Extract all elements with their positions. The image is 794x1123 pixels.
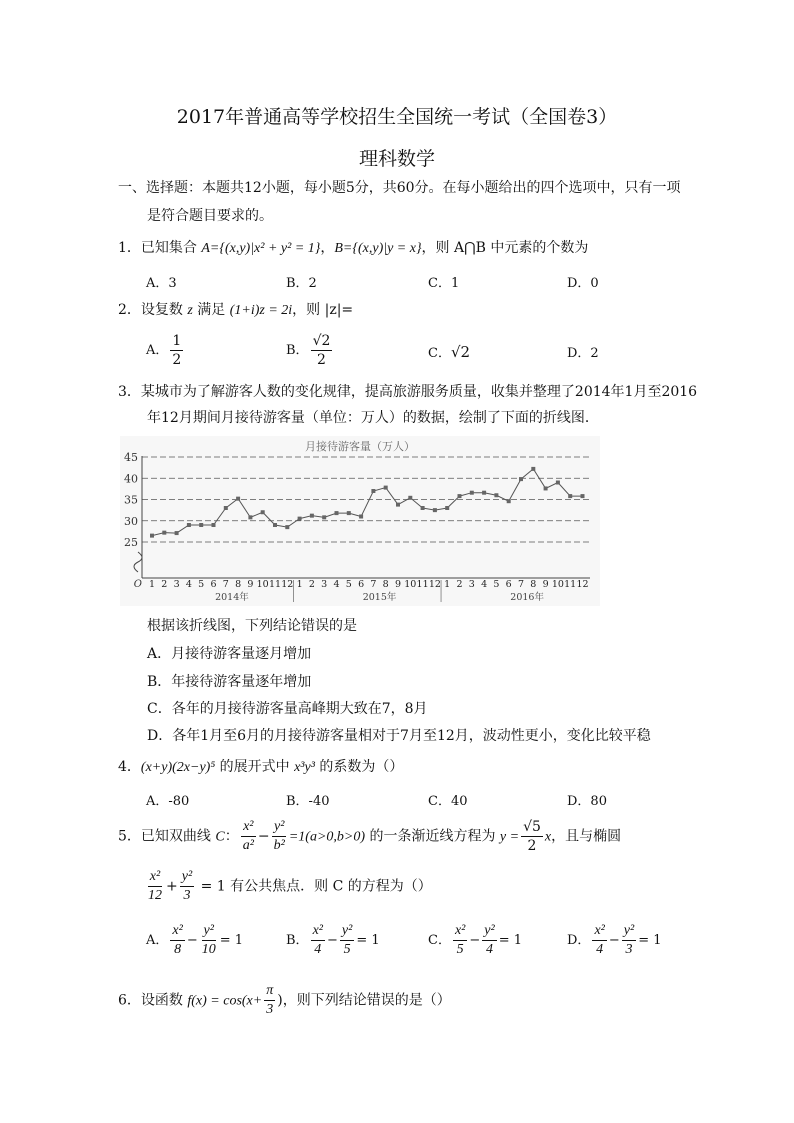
data-point (445, 506, 449, 510)
q2-equation: (1+i)z = 2i (229, 303, 293, 318)
data-point (458, 494, 462, 498)
q5-hyperbola-x-fraction (241, 818, 256, 855)
option-y-fraction (482, 922, 496, 959)
data-point (507, 499, 511, 503)
data-point (433, 508, 437, 512)
fraction-numerator: y² (482, 922, 496, 941)
q4-text-2: 的展开式中 (215, 759, 295, 775)
fraction-denominator: 4 (314, 942, 322, 957)
fraction-numerator: x² (241, 818, 255, 837)
fraction-numerator: √5 (523, 819, 541, 835)
x-tick-label: 7 (517, 579, 525, 590)
q5-minus: − (257, 828, 270, 845)
q4-option-c[interactable]: C．40 (428, 794, 468, 809)
x-tick-label: 3 (321, 579, 328, 590)
q6-pi-fraction (264, 982, 275, 1019)
equals-one: = 1 (498, 933, 522, 948)
q3-option-b[interactable]: B．年接待游客量逐年增加 (147, 674, 312, 690)
q1-option-c[interactable]: C．1 (428, 276, 460, 291)
data-point (310, 514, 314, 518)
q1-set-a: A={(x,y)|x² + y² = 1} (201, 241, 321, 256)
q2-option-d[interactable]: D．2 (567, 346, 599, 361)
x-tick-label: 9 (542, 579, 549, 590)
q5-asymptote-x: x (544, 829, 552, 845)
fraction-denominator: 2 (527, 838, 537, 854)
q2-option-c[interactable] (428, 342, 470, 361)
fraction-numerator: x² (311, 922, 325, 941)
x-tick-label: 7 (222, 579, 229, 590)
x-tick-label: 2 (308, 579, 315, 590)
section-line-1: 一、选择题：本题共12小题，每小题5分，共60分。在每小题给出的四个选项中，只有一项 (118, 180, 681, 196)
q3-option-d[interactable]: D．各年1月至6月的月接待游客量相对于7月至12月，波动性更小，变化比较平稳 (147, 728, 651, 744)
question-6 (118, 982, 451, 1019)
data-point (531, 467, 535, 471)
q1-set-b: B={(x,y)|y = x} (334, 241, 422, 256)
q3-line-1: 3．某城市为了解游客人数的变化规律，提高旅游服务质量，收集并整理了2014年1月至2016 (118, 384, 698, 400)
q5-curve-c: C (215, 829, 225, 845)
fraction-numerator: y² (622, 922, 636, 941)
data-point (212, 523, 216, 527)
x-tick-label: 12 (281, 579, 294, 590)
q4-option-b[interactable]: B．-40 (286, 794, 330, 809)
fraction-numerator: √2 (312, 333, 331, 349)
q6-text-2: )，则下列结论错误的是（） (277, 992, 451, 1009)
question-4 (118, 757, 403, 778)
q5-option-b-label: B． (286, 933, 309, 948)
q5-hyperbola-y-fraction (272, 818, 287, 855)
data-point (175, 531, 179, 535)
data-point (285, 525, 289, 529)
q5-option-a[interactable] (146, 922, 243, 959)
q1-option-a[interactable]: A．3 (146, 276, 177, 291)
x-tick-label: 5 (198, 579, 205, 590)
x-tick-label: 4 (333, 579, 340, 590)
q5-condition: =1(a>0,b>0) (288, 829, 366, 845)
option-x-fraction (453, 922, 467, 959)
x-tick-label: 11 (268, 579, 282, 590)
q2-option-b-label: B． (286, 343, 309, 358)
data-point (248, 515, 252, 519)
data-point (335, 511, 339, 515)
equals-one: = 1 (638, 933, 662, 948)
fraction-denominator: 4 (485, 942, 493, 957)
q3-option-c[interactable]: C．各年的月接待游客量高峰期大致在7，8月 (147, 701, 428, 717)
q5-option-c[interactable] (428, 922, 522, 959)
data-point (347, 511, 351, 515)
q1-text-1: 1．已知集合 (118, 240, 202, 256)
q2-var-z: z (187, 303, 193, 318)
data-point (273, 523, 277, 527)
data-point (322, 515, 326, 519)
y-tick-label: 35 (124, 493, 138, 507)
year-label: 2014年 (215, 592, 249, 603)
fraction-denominator: 4 (596, 942, 604, 957)
data-point (298, 517, 302, 521)
fraction-denominator: 8 (174, 942, 182, 957)
q2-option-b-fraction (311, 332, 333, 369)
q2-option-a-label: A． (146, 343, 169, 358)
q3-prompt: 根据该折线图，下列结论错误的是 (147, 618, 357, 634)
fraction-numerator: x² (592, 922, 606, 941)
data-point (224, 506, 228, 510)
year-label: 2016年 (510, 592, 544, 603)
year-label: 2015年 (362, 592, 397, 603)
q5-ellipse-x-fraction (146, 868, 164, 905)
x-tick-label: 1 (444, 579, 451, 590)
option-x-fraction (311, 922, 325, 959)
q5-text-3: ，且与椭圆 (551, 828, 622, 845)
page-subtitle: 理科数学 (358, 148, 435, 170)
q4-expression: (x+y)(2x−y)⁵ (140, 760, 216, 775)
q2-option-a[interactable] (146, 332, 185, 369)
fraction-denominator: 2 (317, 352, 326, 368)
q3-option-a[interactable]: A．月接待游客量逐月增加 (147, 646, 312, 662)
fraction-numerator: π (264, 982, 275, 1001)
fraction-denominator: 10 (201, 942, 216, 957)
y-tick-label: 40 (124, 472, 138, 486)
option-x-fraction (170, 922, 184, 959)
data-point (396, 503, 400, 507)
q2-option-c-value: √2 (450, 343, 471, 361)
q5-plus: + (166, 878, 178, 895)
origin-label: O (133, 579, 142, 590)
fraction-numerator: x² (148, 868, 162, 887)
fraction-denominator: 3 (625, 942, 633, 957)
q3-line-2: 年12月期间月接待游客量（单位：万人）的数据，绘制了下面的折线图． (147, 410, 599, 426)
q5-colon: ： (224, 828, 239, 845)
data-point (568, 494, 572, 498)
x-tick-label: 4 (481, 579, 488, 590)
q2-text-1: 2．设复数 (118, 302, 188, 318)
fraction-denominator: 3 (183, 888, 191, 903)
x-tick-label: 12 (576, 579, 589, 590)
data-point (162, 531, 166, 535)
data-point (544, 486, 548, 490)
data-point (359, 515, 363, 519)
y-tick-label: 45 (124, 451, 138, 464)
x-tick-label: 3 (468, 579, 475, 590)
x-tick-label: 6 (358, 579, 365, 590)
x-tick-label: 1 (148, 579, 156, 590)
minus-sign: − (326, 933, 338, 948)
x-tick-label: 12 (428, 579, 441, 590)
visitor-line-chart (120, 436, 600, 606)
q2-option-a-fraction (170, 332, 183, 369)
option-x-fraction (592, 922, 606, 959)
q5-asymptote-lhs: y = (499, 829, 520, 845)
x-tick-label: 11 (564, 579, 577, 590)
x-tick-label: 10 (404, 579, 417, 590)
data-point (581, 494, 585, 498)
fraction-denominator: 2 (172, 352, 182, 368)
q6-function: f(x) = cos(x+ (187, 993, 263, 1009)
equals-one: = 1 (219, 933, 244, 948)
x-tick-label: 8 (530, 579, 537, 590)
x-tick-label: 9 (394, 579, 402, 590)
fraction-numerator: y² (180, 868, 194, 887)
q5-asymptote-fraction (521, 818, 543, 855)
fraction-denominator: 5 (456, 942, 464, 957)
q6-text-1: 6．设函数 (118, 992, 188, 1009)
x-tick-label: 10 (551, 579, 564, 590)
q2-option-b[interactable] (286, 332, 334, 369)
q5-option-d[interactable] (567, 922, 661, 959)
minus-sign: − (608, 933, 620, 948)
x-tick-label: 8 (235, 579, 242, 590)
data-point (408, 496, 412, 500)
q5-ellipse-y-fraction (180, 868, 194, 905)
x-tick-label: 5 (493, 579, 500, 590)
data-point (482, 491, 486, 495)
q5-text-1: 5．已知双曲线 (118, 828, 216, 845)
question-2 (118, 300, 353, 321)
question-5 (118, 818, 621, 855)
x-tick-label: 2 (161, 579, 168, 590)
x-tick-label: 9 (247, 579, 254, 590)
q4-term: x³y³ (294, 760, 315, 775)
x-tick-label: 11 (416, 579, 429, 590)
data-point (150, 534, 154, 538)
fraction-numerator: x² (453, 922, 467, 941)
q5-text-2: 的一条渐近线方程为 (365, 828, 500, 845)
q5-ellipse-line (144, 868, 432, 905)
data-point (494, 493, 498, 497)
q2-text-3: ，则 |z|= (292, 302, 354, 318)
minus-sign: − (186, 933, 198, 948)
data-point (199, 523, 203, 527)
q4-option-a[interactable]: A．-80 (146, 794, 190, 809)
option-y-fraction (200, 922, 218, 959)
q1-text-3: ，则 A⋂B 中元素的个数为 (421, 240, 589, 256)
fraction-numerator: y² (202, 922, 216, 941)
fraction-denominator: a² (242, 838, 254, 853)
data-point (470, 491, 474, 495)
x-tick-label: 6 (505, 579, 512, 590)
fraction-numerator: x² (170, 922, 184, 941)
y-tick-label: 25 (124, 536, 138, 549)
data-point (371, 489, 375, 493)
option-y-fraction (622, 922, 636, 959)
x-tick-label: 7 (370, 579, 377, 590)
equals-one: = 1 (356, 933, 380, 948)
fraction-numerator: y² (340, 922, 354, 941)
q1-text-2: ， (320, 240, 335, 256)
data-point (556, 481, 560, 485)
x-tick-label: 4 (185, 579, 192, 590)
data-point (236, 497, 240, 501)
q5-option-d-label: D． (567, 933, 591, 948)
q2-option-c-label: C． (428, 346, 451, 361)
q5-option-a-label: A． (146, 933, 169, 948)
q2-text-2: 满足 (192, 302, 230, 318)
x-tick-label: 6 (210, 579, 217, 590)
q5-option-b[interactable] (286, 922, 380, 959)
q4-text-3: 的系数为（） (314, 759, 404, 775)
x-tick-label: 5 (345, 579, 352, 590)
x-tick-label: 2 (456, 579, 463, 590)
data-point (421, 506, 425, 510)
q1-option-b[interactable]: B．2 (286, 276, 317, 291)
section-line-2: 是符合题目要求的。 (147, 208, 273, 224)
data-point (384, 486, 388, 490)
q5-text-4: = 1 有公共焦点．则 C 的方程为（） (196, 878, 432, 895)
fraction-numerator: y² (272, 818, 286, 837)
q4-text-1: 4． (118, 759, 141, 775)
fraction-denominator: b² (273, 838, 285, 853)
fraction-denominator: 12 (148, 888, 162, 903)
x-tick-label: 3 (173, 579, 180, 590)
minus-sign: − (469, 933, 481, 948)
chart-title: 月接待游客量（万人） (305, 440, 415, 453)
y-tick-label: 30 (124, 514, 138, 528)
fraction-numerator: 1 (172, 333, 182, 349)
x-tick-label: 8 (382, 579, 389, 590)
page-title: 2017年普通高等学校招生全国统一考试（全国卷3） (176, 106, 618, 128)
data-point (187, 523, 191, 527)
data-point (519, 477, 523, 481)
option-y-fraction (340, 922, 354, 959)
q5-option-c-label: C． (428, 933, 451, 948)
fraction-denominator: 5 (343, 942, 351, 957)
x-tick-label: 1 (296, 579, 303, 590)
q1-option-d[interactable]: D．0 (567, 276, 599, 291)
x-tick-label: 10 (256, 579, 269, 590)
question-1 (118, 238, 588, 259)
q4-option-d[interactable]: D．80 (567, 794, 607, 809)
data-point (261, 510, 265, 514)
fraction-denominator: 3 (266, 1002, 274, 1017)
